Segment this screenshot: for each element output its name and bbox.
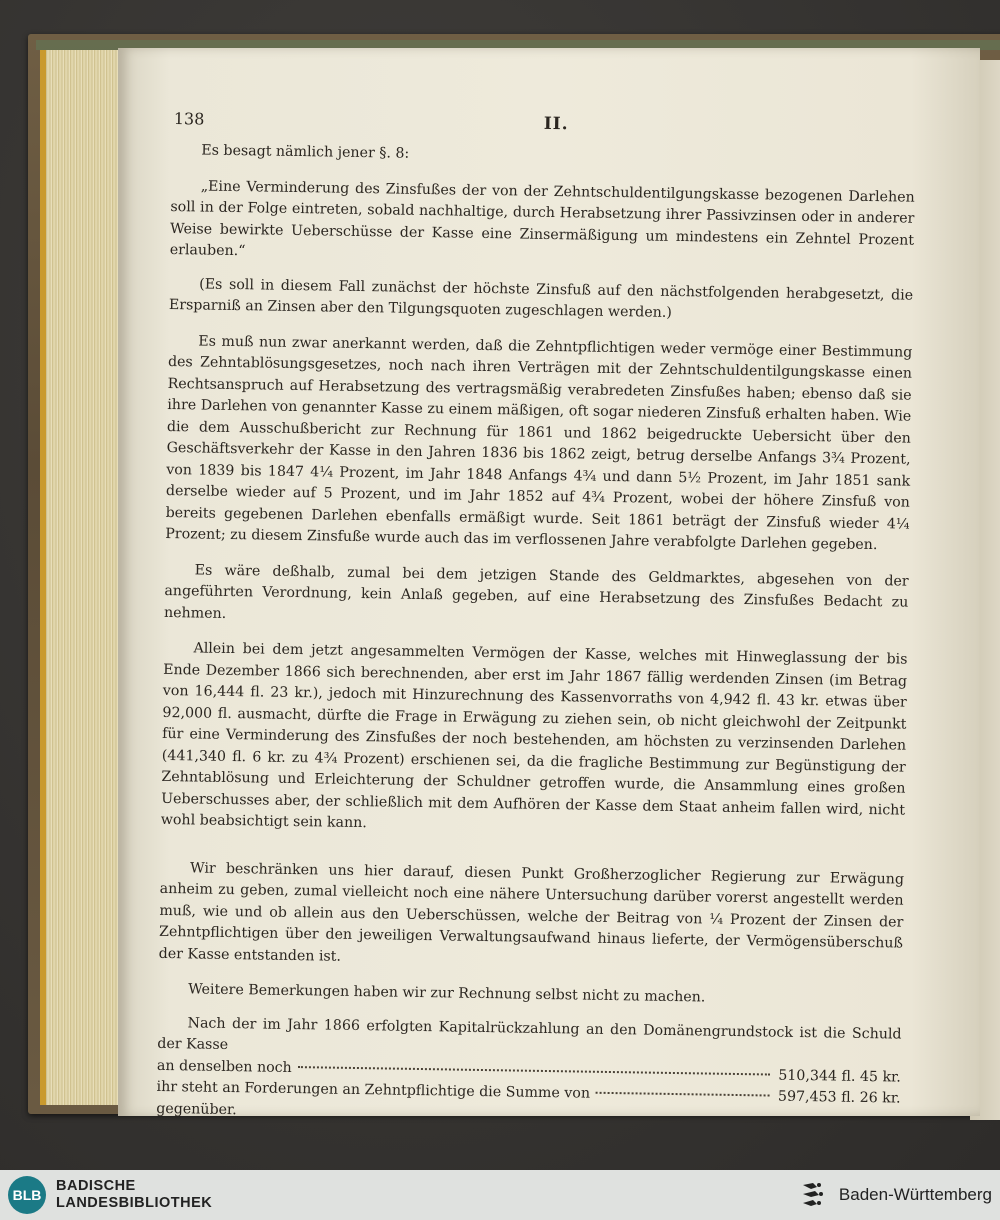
amount-line-2-tail: gegenüber. bbox=[156, 1100, 237, 1118]
paragraph-1: Es muß nun zwar anerkannt werden, daß die Zehntpflichtigen weder vermöge einer Bestimmung des Zehntablösungsgesetzes, noch nach ihren Verträgen mit der Zehntschuldentilgungskasse einen Rechtsanspruch auf Herabsetzung des vertragsmäßig verabredeten Zinsfußes haben; ebenso daß sie ihre Darlehen von genannter Kasse zu einem mäßigen, oft sogar niederen Zinsfuß erhalten haben. Wie die dem Ausschußbericht zur Rechnung für 1861 und 1862 beigedruckte Uebersicht über den Geschäftsverkehr der Kasse in den Jahren 1836 bis 1862 zeigt, betrug derselbe Anfangs 3¾ Prozent, von 1839 bis 1847 4¼ Prozent, im Jahr 1848 Anfangs 4¾ und dann 5½ Prozent, im Jahr 1851 sank derselbe wieder auf 5 Prozent, und im Jahr 1852 auf 4¾ Prozent, wobei der höhere Zinsfuß von bereits gegebenen Darlehen ebenfalls ermäßigt wurde. Seit 1861 beträgt der Zinsfuß wieder 4¼ Prozent; zu diesem Zinsfuße wurde auch das im verflossenen Jahre verabfolgte Darlehen gegeben. bbox=[165, 332, 913, 554]
page-number: 138 bbox=[173, 109, 205, 129]
chapter-heading: II. bbox=[543, 113, 569, 135]
library-name-line-2: LANDESBIBLIOTHEK bbox=[56, 1195, 213, 1211]
page-text bbox=[156, 108, 916, 1132]
amount-value-2: 597,453 fl. 26 kr. bbox=[777, 1088, 901, 1107]
amount-label-2: ihr steht an Forderungen an Zehntpflichtige die Summe von bbox=[156, 1078, 591, 1102]
blb-logo[interactable]: BLB bbox=[8, 1176, 46, 1214]
state-name: Baden-Württemberg bbox=[838, 1185, 992, 1204]
intro-line: Es besagt nämlich jener §. 8: bbox=[201, 142, 410, 162]
quoted-paragraph: „Eine Verminderung des Zinsfußes der von der Zehntschuldentilgungskasse bezogenen Darlehen soll in der Folge eintreten, sobald nachhaltige, durch Herabsetzung ihrer Passivzinsen oder in anderer Weise bewirkte Ueberschüsse der Kasse eine Zinsermäßigung um mindestens ein Zehntel Prozent erlauben.“ bbox=[169, 177, 915, 260]
amount-label-1: an denselben noch bbox=[156, 1057, 292, 1076]
leader-dots bbox=[596, 1092, 770, 1097]
paragraph-4: Wir beschränken uns hier darauf, diesen Punkt Großherzoglicher Regierung zur Erwägung anheim zu geben, zumal vielleicht noch eine nähere Untersuchung darüber vorerst angestellt werden muß, wie und ob allein aus den Ueberschüssen, welche der Beitrag von ¼ Prozent der Zinsen der Zehntpflichtigen über den jeweiligen Verwaltungsaufwand hinaus lieferte, der Vermögensüberschuß der Kasse entstanden ist. bbox=[158, 859, 905, 965]
paragraph-3: Allein bei dem jetzt angesammelten Vermögen der Kasse, welches mit Hinweglassung der bis Ende Dezember 1866 sich berechnenden, aber erst im Jahr 1867 fällig werdenden Zinsen (im Betrag von 16,444 fl. 23 kr.), jedoch mit Hinzurechnung des Kassenvorraths von 4,942 fl. 43 kr. etwas über 92,000 fl. ausmacht, dürfte die Frage in Erwägung zu ziehen sein, ob nicht gleichwohl der Zeitpunkt für eine Verminderung des Zinsfußes der noch bestehenden, am höchsten zu verzinsenden Darlehen (441,340 fl. 6 kr. zu 4¾ Prozent) erschienen sei, da die fragliche Bestimmung zur Begünstigung der Zehntablösung und Erleichterung der Schuldner getroffen wurde, die Ansammlung eines großen Ueberschusses aber, der schließlich mit dem Aufhören der Kasse dem Staat anheim fallen wird, nicht wohl beabsichtigt sein kann. bbox=[160, 640, 908, 832]
note-paragraph: (Es soll in diesem Fall zunächst der höchste Zinsfuß auf den nächstfolgenden herabgesetzt, die Ersparniß an Zinsen aber den Tilgungsquoten zugeschlagen werden.) bbox=[168, 275, 914, 321]
library-name[interactable] bbox=[56, 1178, 212, 1212]
paragraph-6: Nach der im Jahr 1866 erfolgten Kapitalrückzahlung an den Domänengrundstock ist die Schuld der Kasse bbox=[157, 1014, 902, 1053]
leader-dots bbox=[298, 1066, 771, 1075]
amount-value-1: 510,344 fl. 45 kr. bbox=[778, 1067, 901, 1086]
lions-coat-of-arms-icon bbox=[799, 1179, 831, 1211]
state-branding[interactable] bbox=[799, 1179, 992, 1211]
library-name-line-1: BADISCHE bbox=[56, 1178, 136, 1194]
footer-bar bbox=[0, 1170, 1000, 1220]
paragraph-5: Weitere Bemerkungen haben wir zur Rechnung selbst nicht zu machen. bbox=[188, 981, 706, 1006]
paragraph-2: Es wäre deßhalb, zumal bei dem jetzigen Stande des Geldmarktes, abgesehen von der angeführten Verordnung, kein Anlaß gegeben, auf eine Herabsetzung des Zinsfußes Bedacht zu nehmen. bbox=[163, 561, 909, 622]
